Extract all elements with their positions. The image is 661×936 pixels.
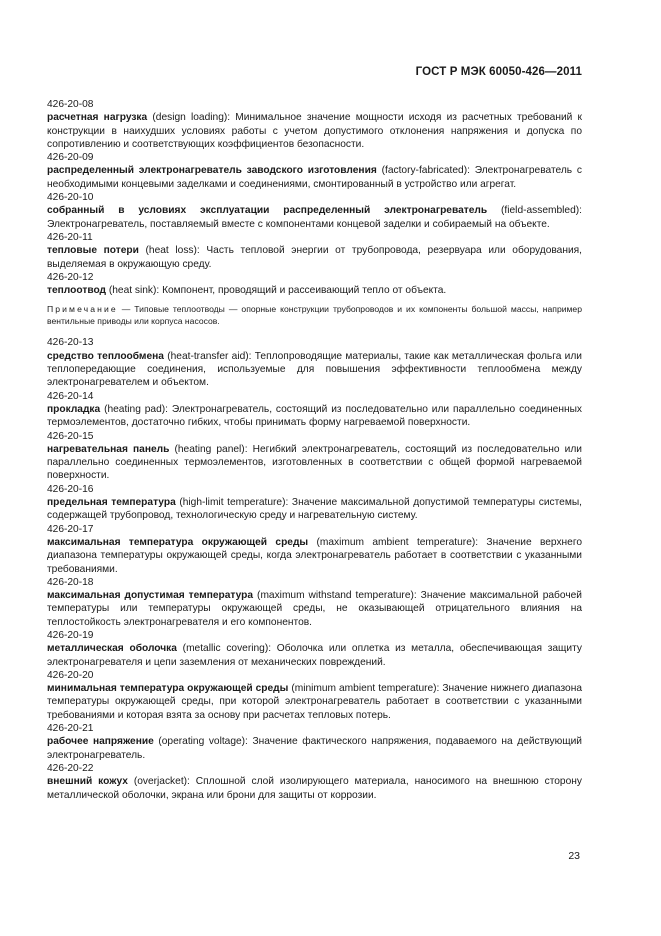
term-entry [47,722,582,762]
term: распределенный электронагреватель заводского изготовления [47,165,377,177]
definition: (maximum withstand temperature): Значение максимальной рабочей температуры или температуры окружающей среды, не оказывающей отрицательного влияния на теплостойкость электронагревателя и его компонентов. [47,590,582,628]
term-entry [47,390,582,430]
term-entry [47,98,582,151]
definition: (minimum ambient temperature): Значение нижнего диапазона температуры окружающей среды, при которой электронагреватель работает в соответствии с указанными требованиями и которая взята за основу при расчетах тепловых потерь. [47,683,582,721]
term: прокладка [47,403,101,415]
definition: (maximum ambient temperature): Значение верхнего диапазона температуры окружающей среды, когда электронагреватель работает в соответствии с указанными требованиями. [47,536,582,575]
term: расчетная нагрузка [47,112,148,124]
term-entry [47,762,582,802]
term-entry [47,271,582,298]
entry-number: 426-20-11 [47,231,93,243]
term: нагревательная панель [47,443,170,455]
term: средство теплообмена [47,350,164,362]
definition: (metallic covering): Оболочка или оплетка из металла, обеспечивающая защиту электронагревателя и цепи заземления от механических повреждений. [47,643,582,668]
term: предельная температура [47,497,176,509]
definition: (design loading): Минимальное значение мощности исходя из расчетных требований к конструкции в наихудших условиях работы с учетом допустимого отклонения напряжения и допуска по сопротивлению и соответствующих коэффициентов безопасности. [47,112,582,150]
note-text: — Типовые теплоотводы — опорные конструкции трубопроводов и их компоненты большой массы, например вентильные приводы или корпуса насосов. [47,304,582,326]
entry-number: 426-20-16 [47,483,94,495]
term-entry [47,629,582,669]
term-entry [47,336,582,389]
note [47,304,582,327]
entry-number: 426-20-22 [47,762,94,774]
entry-number: 426-20-14 [47,390,94,402]
entry-number: 426-20-08 [47,99,94,110]
term: максимальная температура окружающей среды [47,536,309,548]
term-entry [47,191,582,231]
term: рабочее напряжение [47,736,154,748]
definition: (heating pad): Электронагреватель, состоящий из последовательно или параллельно соединенных термоэлементов, достаточно гибких, чтобы принимать форму нагреваемой поверхности. [47,403,582,429]
entry-number: 426-20-12 [47,271,94,283]
term-entry [47,576,582,629]
term-entry [47,669,582,722]
term-entry [47,523,582,576]
document-header: ГОСТ Р МЭК 60050-426—2011 [415,66,582,78]
document-body [47,98,582,802]
definition: (heat sink): Компонент, проводящий и рассеивающий тепло от объекта. [106,285,447,297]
definition: (heat loss): Часть тепловой энергии от трубопровода, резервуара или оборудования, выделяемая в окружающую среду. [47,245,582,270]
definition: (heating panel): Негибкий электронагреватель, состоящий из последовательно или параллельно соединенных термоэлементов, изготовленных в соответствии с общей формой нагреваемой поверхности. [47,443,582,482]
definition: (factory-fabricated): Электронагреватель с необходимыми концевыми заделками и соединениями, смонтированный в устройство или агрегат. [47,165,582,190]
note-label: Примечание [47,304,118,315]
definition: (operating voltage): Значение фактического напряжения, подаваемого на действующий электронагреватель. [47,736,582,761]
term-entry [47,231,582,271]
term: внешний кожух [47,776,128,788]
definition: (high-limit temperature): Значение максимальной допустимой температуры системы, содержащей трубопровод, технологическую среду и нагревательную систему. [47,497,582,522]
entry-number: 426-20-18 [47,576,94,588]
entry-number: 426-20-09 [47,152,94,164]
term: собранный в условиях эксплуатации распределенный электронагреватель [47,205,488,217]
entry-number: 426-20-13 [47,337,94,349]
definition: (overjacket): Сплошной слой изолирующего материала, наносимого на внешнюю сторону металлической оболочки, экрана или брони для защиты от коррозии. [47,776,582,801]
term-entry [47,483,582,523]
entry-number: 426-20-21 [47,723,94,735]
term-entry [47,430,582,483]
term: максимальная допустимая температура [47,590,254,602]
entry-number: 426-20-15 [47,430,94,442]
entry-number: 426-20-19 [47,629,94,641]
page-number: 23 [568,850,580,862]
term: металлическая оболочка [47,643,177,655]
term: тепловые потери [47,245,139,257]
definition: (heat-transfer aid): Теплопроводящие материалы, такие как металлическая фольга или теплопередающие соединения, используемые для повышения эффективности теплообмена между электронагревателем и объектом. [47,350,582,389]
entry-number: 426-20-10 [47,192,94,204]
term: теплоотвод [47,285,107,297]
entry-number: 426-20-20 [47,669,94,681]
term: минимальная температура окружающей среды [47,683,289,695]
definition: (field-assembled): Электронагреватель, поставляемый вместе с компонентами концевой заделки и собираемый на объекте. [47,205,582,230]
term-entry [47,151,582,191]
entry-number: 426-20-17 [47,523,94,535]
